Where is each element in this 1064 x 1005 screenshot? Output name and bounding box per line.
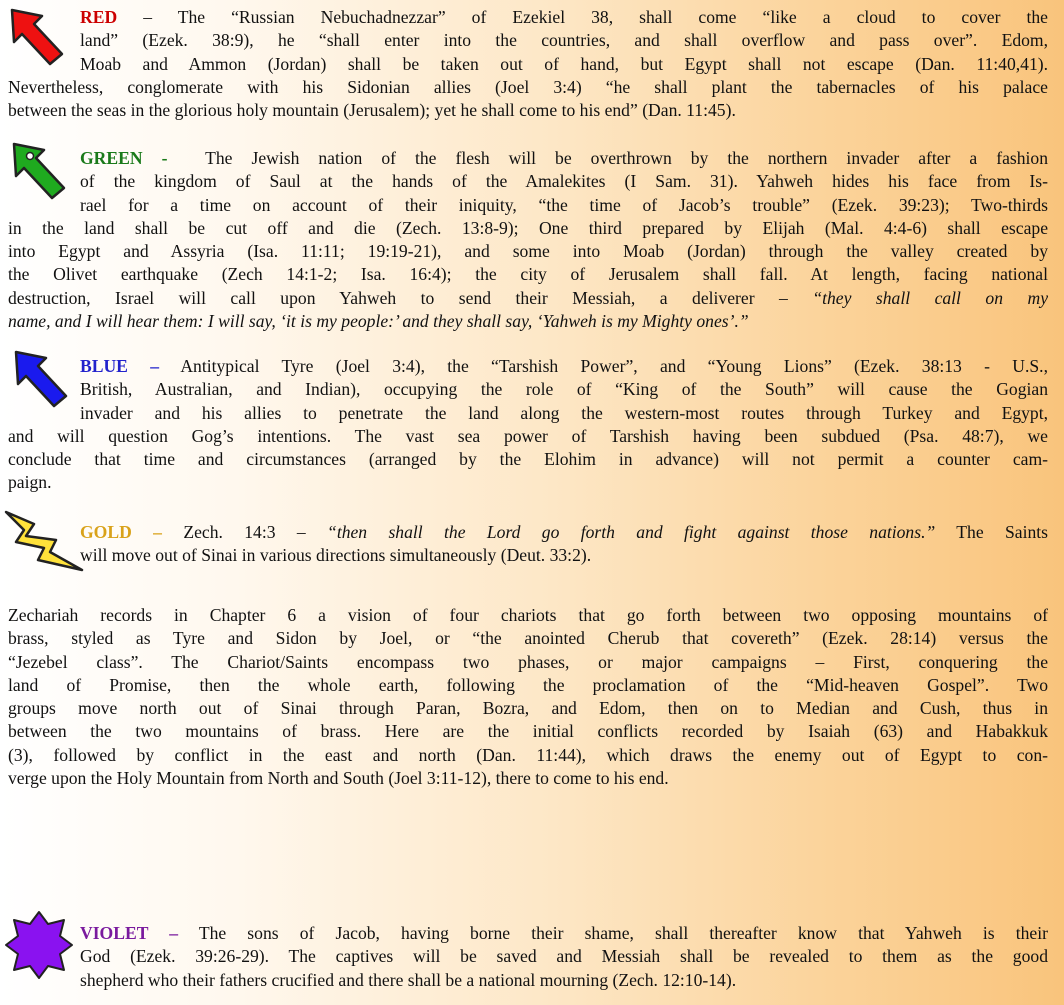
- blue-label: BLUE –: [80, 356, 159, 376]
- text-line: land” (Ezek. 38:9), he “shall enter into the countries, and shall overflow and pass over”. Edom,: [80, 30, 1048, 51]
- text-line: God (Ezek. 39:26-29). The captives will be saved and Messiah shall be revealed to them as the good: [80, 946, 1048, 967]
- green-paragraph: [8, 147, 1048, 333]
- text-line: will move out of Sinai in various directions simultaneously (Deut. 33:2).: [80, 545, 592, 566]
- text-line: brass, styled as Tyre and Sidon by Joel, or “the anointed Cherub that covereth” (Ezek. 28:14) versus the: [8, 628, 1048, 649]
- text-line: British, Australian, and Indian), occupying the role of “King of the South” will cause the Gogian: [80, 379, 1048, 400]
- text-line: of the kingdom of Saul at the hands of the Amalekites (I Sam. 31). Yahweh hides his face from Is-: [80, 171, 1048, 192]
- violet-label: VIOLET –: [80, 923, 179, 943]
- quote-text: name, and I will hear them: I will say, ‘it is my people:’ and they shall say, ‘Yahweh is my Mighty ones’.”: [8, 311, 749, 332]
- red-paragraph: [8, 6, 1048, 122]
- text-line: conclude that time and circumstances (arranged by the Elohim in advance) will not permit a counter cam-: [8, 449, 1048, 470]
- text-line: groups move north out of Sinai through Paran, Bozra, and Edom, then on to Median and Cush, thus in: [8, 698, 1048, 719]
- text-line: shepherd who their fathers crucified and there shall be a national mourning (Zech. 12:10-14).: [80, 969, 737, 990]
- text-line: destruction, Israel will call upon Yahweh to send their Messiah, a deliverer –: [8, 287, 788, 308]
- text-line: Moab and Ammon (Jordan) shall be taken out of hand, but Egypt shall not escape (Dan. 11:40,41).: [80, 53, 1048, 74]
- text-line: Zechariah records in Chapter 6 a vision of four chariots that go forth between two opposing mountains of: [8, 605, 1048, 625]
- text-line: The sons of Jacob, having borne their shame, shall thereafter know that Yahweh is their: [198, 923, 1048, 943]
- text-line: Antitypical Tyre (Joel 3:4), the “Tarshish Power”, and “Young Lions” (Ezek. 38:13 - U.S.,: [180, 356, 1048, 376]
- text-line: Zech. 14:3 –: [183, 522, 306, 542]
- text-line: The Saints: [956, 522, 1049, 542]
- text-line: paign.: [8, 472, 52, 493]
- text-line: into Egypt and Assyria (Isa. 11:11; 19:19-21), and some into Moab (Jordan) through the valley created by: [8, 241, 1048, 262]
- text-line: invader and his allies to penetrate the land along the western-most routes through Turkey and Egypt,: [80, 402, 1048, 423]
- text-line: in the land shall be cut off and die (Zech. 13:8-9); One third prepared by Elijah (Mal. 4:4-6) shall escape: [8, 217, 1048, 238]
- quote-text: “then shall the Lord go forth and fight against those nations.”: [327, 522, 936, 542]
- text-line: “Jezebel class”. The Chariot/Saints encompass two phases, or major campaigns – First, conquering the: [8, 651, 1048, 672]
- text-line: between the seas in the glorious holy mountain (Jerusalem); yet he shall come to his end” (Dan. 11:45).: [8, 100, 736, 121]
- violet-paragraph: [8, 922, 1048, 992]
- text-line: (3), followed by conflict in the east and north (Dan. 11:44), which draws the enemy out of Egypt to con-: [8, 744, 1048, 765]
- zechariah-paragraph: [8, 604, 1048, 790]
- gold-label: GOLD –: [80, 522, 162, 542]
- quote-text: “they shall call on my: [812, 287, 1049, 308]
- text-line: between the two mountains of brass. Here are the initial conflicts recorded by Isaiah (63) and Habakkuk: [8, 721, 1048, 742]
- text-line: Nevertheless, conglomerate with his Sidonian allies (Joel 3:4) “he shall plant the tabernacles of his palace: [8, 76, 1048, 97]
- text-line: and will question Gog’s intentions. The vast sea power of Tarshish having been subdued (Psa. 48:7), we: [8, 425, 1048, 446]
- red-label: RED: [80, 7, 118, 27]
- text-line: land of Promise, then the whole earth, following the proclamation of the “Mid-heaven Gospel”. Two: [8, 674, 1048, 695]
- green-label: GREEN -: [80, 148, 168, 168]
- text-line: the Olivet earthquake (Zech 14:1-2; Isa. 16:4); the city of Jerusalem shall fall. At length, facing national: [8, 264, 1048, 285]
- text-line: The Jewish nation of the flesh will be overthrown by the northern invader after a fashion: [205, 148, 1049, 168]
- text-line: rael for a time on account of their iniquity, “the time of Jacob’s trouble” (Ezek. 39:23); Two-thirds: [80, 194, 1048, 215]
- text-line: verge upon the Holy Mountain from North and South (Joel 3:11-12), there to come to his end.: [8, 768, 669, 789]
- blue-paragraph: [8, 355, 1048, 495]
- text-line: – The “Russian Nebuchadnezzar” of Ezekiel 38, shall come “like a cloud to cover the: [143, 7, 1048, 27]
- gold-paragraph: [8, 521, 1048, 568]
